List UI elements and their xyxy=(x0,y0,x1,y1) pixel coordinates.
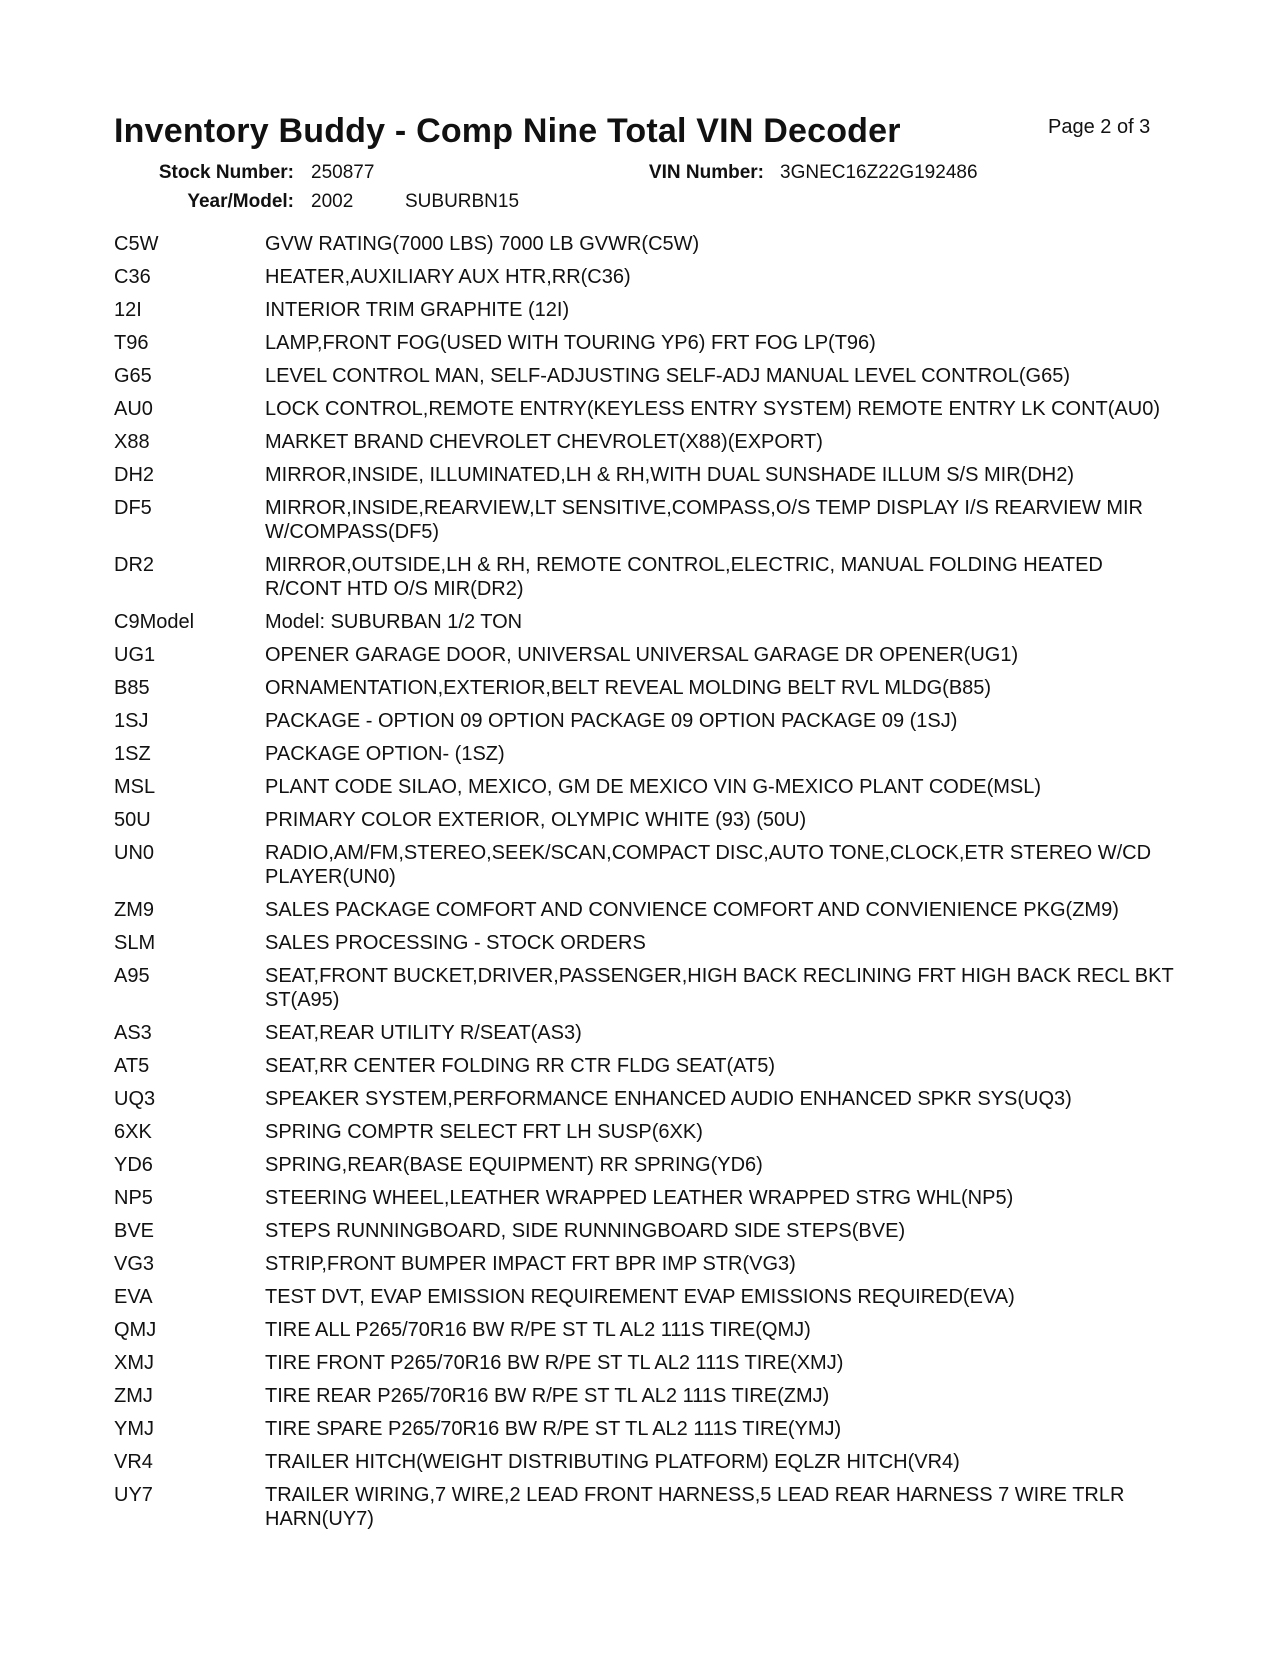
option-row xyxy=(114,1186,1174,1210)
option-description: PACKAGE OPTION- (1SZ) xyxy=(265,743,505,765)
year-model-label: Year/Model: xyxy=(187,191,294,212)
option-row xyxy=(114,676,1174,700)
option-description: PLANT CODE SILAO, MEXICO, GM DE MEXICO VIN G-MEXICO PLANT CODE(MSL) xyxy=(265,776,1042,798)
option-row xyxy=(114,397,1174,421)
option-code: AS3 xyxy=(114,1022,152,1044)
option-code: DH2 xyxy=(114,464,155,486)
option-code: YD6 xyxy=(114,1154,153,1176)
stock-number-value: 250877 xyxy=(311,162,375,183)
option-row xyxy=(114,931,1174,955)
option-code: AT5 xyxy=(114,1055,150,1077)
vin-number-label: VIN Number: xyxy=(648,162,764,183)
option-description: TRAILER WIRING,7 WIRE,2 LEAD FRONT HARNESS,5 LEAD REAR HARNESS 7 WIRE TRLR HARN(UY7) xyxy=(265,1484,1125,1530)
option-description: SPEAKER SYSTEM,PERFORMANCE ENHANCED AUDIO ENHANCED SPKR SYS(UQ3) xyxy=(265,1088,1072,1110)
option-row xyxy=(114,841,1174,889)
option-code: DF5 xyxy=(114,497,152,519)
option-row xyxy=(114,1054,1174,1078)
option-row xyxy=(114,1417,1174,1441)
option-description: SALES PACKAGE COMFORT AND CONVIENCE COMFORT AND CONVIENIENCE PKG(ZM9) xyxy=(265,899,1119,921)
option-row xyxy=(114,610,1174,634)
option-row xyxy=(114,742,1174,766)
option-description: TEST DVT, EVAP EMISSION REQUIREMENT EVAP EMISSIONS REQUIRED(EVA) xyxy=(265,1286,1015,1308)
option-row xyxy=(114,232,1174,256)
option-description: LOCK CONTROL,REMOTE ENTRY(KEYLESS ENTRY SYSTEM) REMOTE ENTRY LK CONT(AU0) xyxy=(265,398,1160,420)
option-code: BVE xyxy=(114,1220,155,1242)
option-code: VR4 xyxy=(114,1451,153,1473)
option-description: LEVEL CONTROL MAN, SELF-ADJUSTING SELF-ADJ MANUAL LEVEL CONTROL(G65) xyxy=(265,365,1070,387)
option-row xyxy=(114,1252,1174,1276)
vin-number-value: 3GNEC16Z22G192486 xyxy=(780,162,978,183)
option-code: 1SJ xyxy=(114,710,149,732)
option-description: TRAILER HITCH(WEIGHT DISTRIBUTING PLATFORM) EQLZR HITCH(VR4) xyxy=(265,1451,960,1473)
option-row xyxy=(114,1450,1174,1474)
option-description: STRIP,FRONT BUMPER IMPACT FRT BPR IMP STR(VG3) xyxy=(265,1253,796,1275)
document-title: Inventory Buddy - Comp Nine Total VIN Decoder xyxy=(114,112,901,150)
option-code: UG1 xyxy=(114,644,156,666)
option-code: UN0 xyxy=(114,842,155,864)
option-row xyxy=(114,1120,1174,1144)
option-code: C36 xyxy=(114,266,151,288)
option-description: SPRING,REAR(BASE EQUIPMENT) RR SPRING(YD6) xyxy=(265,1154,763,1176)
option-code: UY7 xyxy=(114,1484,153,1506)
option-code: ZMJ xyxy=(114,1385,153,1407)
option-row xyxy=(114,463,1174,487)
option-row xyxy=(114,808,1174,832)
option-code: NP5 xyxy=(114,1187,153,1209)
option-description: PRIMARY COLOR EXTERIOR, OLYMPIC WHITE (93) (50U) xyxy=(265,809,807,831)
options-list xyxy=(114,232,1174,1540)
option-description: SEAT,REAR UTILITY R/SEAT(AS3) xyxy=(265,1022,582,1044)
option-description: ORNAMENTATION,EXTERIOR,BELT REVEAL MOLDING BELT RVL MLDG(B85) xyxy=(265,677,992,699)
option-code: G65 xyxy=(114,365,152,387)
option-row xyxy=(114,1351,1174,1375)
option-code: A95 xyxy=(114,965,150,987)
option-row xyxy=(114,430,1174,454)
option-code: B85 xyxy=(114,677,150,699)
option-row xyxy=(114,1153,1174,1177)
option-code: C9Model xyxy=(114,611,195,633)
option-row xyxy=(114,553,1174,601)
option-row xyxy=(114,496,1174,544)
option-code: EVA xyxy=(114,1286,153,1308)
option-code: QMJ xyxy=(114,1319,157,1341)
option-description: HEATER,AUXILIARY AUX HTR,RR(C36) xyxy=(265,266,631,288)
option-description: OPENER GARAGE DOOR, UNIVERSAL UNIVERSAL GARAGE DR OPENER(UG1) xyxy=(265,644,1019,666)
option-description: LAMP,FRONT FOG(USED WITH TOURING YP6) FRT FOG LP(T96) xyxy=(265,332,876,354)
option-code: DR2 xyxy=(114,554,155,576)
page-number: Page 2 of 3 xyxy=(1048,116,1151,138)
option-row xyxy=(114,1285,1174,1309)
option-description: TIRE ALL P265/70R16 BW R/PE ST TL AL2 111S TIRE(QMJ) xyxy=(265,1319,811,1341)
option-row xyxy=(114,331,1174,355)
option-description: TIRE FRONT P265/70R16 BW R/PE ST TL AL2 111S TIRE(XMJ) xyxy=(265,1352,844,1374)
model-value: SUBURBN15 xyxy=(405,191,520,212)
option-description: PACKAGE - OPTION 09 OPTION PACKAGE 09 OPTION PACKAGE 09 (1SJ) xyxy=(265,710,958,732)
option-row xyxy=(114,1087,1174,1111)
option-code: XMJ xyxy=(114,1352,154,1374)
year-value: 2002 xyxy=(311,191,354,212)
option-code: 6XK xyxy=(114,1121,152,1143)
option-row xyxy=(114,1483,1174,1531)
option-description: STEPS RUNNINGBOARD, SIDE RUNNINGBOARD SIDE STEPS(BVE) xyxy=(265,1220,906,1242)
option-code: X88 xyxy=(114,431,150,453)
option-code: 12I xyxy=(114,299,142,321)
option-description: SEAT,RR CENTER FOLDING RR CTR FLDG SEAT(AT5) xyxy=(265,1055,776,1077)
option-row xyxy=(114,709,1174,733)
option-row xyxy=(114,964,1174,1012)
option-code: T96 xyxy=(114,332,149,354)
option-description: RADIO,AM/FM,STEREO,SEEK/SCAN,COMPACT DISC,AUTO TONE,CLOCK,ETR STEREO W/CD PLAYER(UN0) xyxy=(265,842,1152,888)
option-description: SPRING COMPTR SELECT FRT LH SUSP(6XK) xyxy=(265,1121,703,1143)
option-description: MIRROR,INSIDE,REARVIEW,LT SENSITIVE,COMPASS,O/S TEMP DISPLAY I/S REARVIEW MIR W/COMPASS(DF5) xyxy=(265,497,1143,543)
option-code: MSL xyxy=(114,776,156,798)
option-code: ZM9 xyxy=(114,899,154,921)
option-description: STEERING WHEEL,LEATHER WRAPPED LEATHER WRAPPED STRG WHL(NP5) xyxy=(265,1187,1014,1209)
option-row xyxy=(114,265,1174,289)
option-description: MARKET BRAND CHEVROLET CHEVROLET(X88)(EXPORT) xyxy=(265,431,823,453)
option-row xyxy=(114,775,1174,799)
option-code: SLM xyxy=(114,932,156,954)
option-description: MIRROR,OUTSIDE,LH & RH, REMOTE CONTROL,ELECTRIC, MANUAL FOLDING HEATED R/CONT HTD O/S MIR(DR2) xyxy=(265,554,1103,600)
option-row xyxy=(114,643,1174,667)
option-description: TIRE REAR P265/70R16 BW R/PE ST TL AL2 111S TIRE(ZMJ) xyxy=(265,1385,830,1407)
option-code: C5W xyxy=(114,233,159,255)
option-code: VG3 xyxy=(114,1253,155,1275)
option-code: YMJ xyxy=(114,1418,154,1440)
option-row xyxy=(114,898,1174,922)
option-row xyxy=(114,1384,1174,1408)
option-description: SEAT,FRONT BUCKET,DRIVER,PASSENGER,HIGH BACK RECLINING FRT HIGH BACK RECL BKT ST(A95) xyxy=(265,965,1174,1011)
option-row xyxy=(114,364,1174,388)
option-description: MIRROR,INSIDE, ILLUMINATED,LH & RH,WITH DUAL SUNSHADE ILLUM S/S MIR(DH2) xyxy=(265,464,1074,486)
option-description: INTERIOR TRIM GRAPHITE (12I) xyxy=(265,299,570,321)
option-code: 50U xyxy=(114,809,151,831)
option-description: TIRE SPARE P265/70R16 BW R/PE ST TL AL2 111S TIRE(YMJ) xyxy=(265,1418,842,1440)
option-code: UQ3 xyxy=(114,1088,156,1110)
stock-number-label: Stock Number: xyxy=(158,162,294,183)
option-description: SALES PROCESSING - STOCK ORDERS xyxy=(265,932,646,954)
option-code: 1SZ xyxy=(114,743,151,765)
option-row xyxy=(114,1021,1174,1045)
option-row xyxy=(114,1219,1174,1243)
option-row xyxy=(114,298,1174,322)
option-code: AU0 xyxy=(114,398,153,420)
option-row xyxy=(114,1318,1174,1342)
option-description: GVW RATING(7000 LBS) 7000 LB GVWR(C5W) xyxy=(265,233,700,255)
option-description: Model: SUBURBAN 1/2 TON xyxy=(265,611,523,633)
